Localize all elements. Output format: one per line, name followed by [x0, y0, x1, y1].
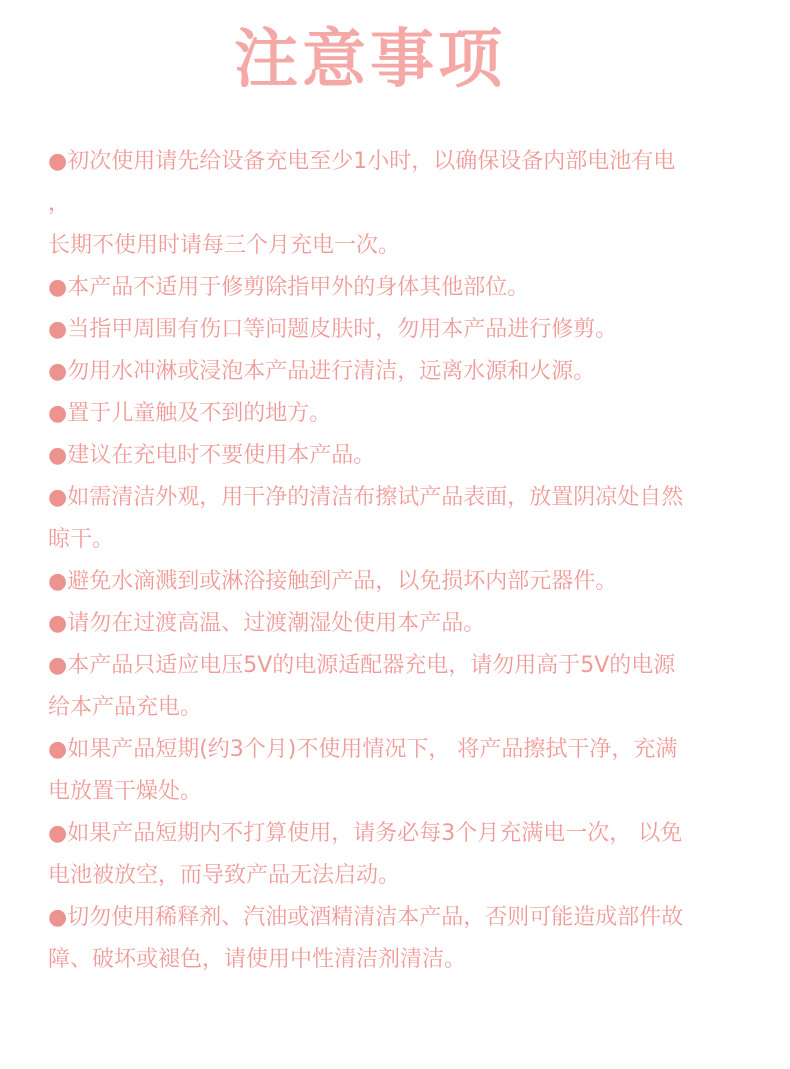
- note-item: [48, 561, 748, 603]
- page-title: 注意事项: [234, 23, 506, 97]
- note-line: [48, 141, 748, 183]
- note-line: [48, 309, 748, 351]
- bullet-dot-icon: ●: [48, 737, 68, 762]
- note-line: [48, 645, 748, 687]
- note-item: [48, 393, 748, 435]
- note-text: 勿用水冲淋或浸泡本产品进行清洁，远离水源和火源。: [67, 359, 596, 384]
- bullet-dot-icon: ●: [48, 149, 68, 174]
- note-text: 本产品不适用于修剪除指甲外的身体其他部位。: [67, 275, 530, 300]
- bullet-dot-icon: ●: [48, 905, 68, 930]
- note-line: [48, 477, 748, 519]
- note-item: [48, 645, 748, 729]
- note-line: [48, 729, 748, 771]
- bullet-dot-icon: ●: [48, 275, 68, 300]
- bullet-dot-icon: ●: [48, 569, 68, 594]
- note-text: 初次使用请先给设备充电至少1小时，以确保设备内部电池有电: [67, 149, 676, 174]
- note-item: [48, 897, 748, 981]
- note-text: 障、破坏或褪色，请使用中性清洁剂清洁。: [48, 947, 467, 972]
- note-line: [48, 183, 748, 225]
- note-line: [48, 351, 748, 393]
- note-text: 长期不使用时请每三个月充电一次。: [48, 233, 401, 258]
- note-text: 本产品只适应电压5V的电源适配器充电，请勿用高于5V的电源: [67, 653, 676, 678]
- note-text: 如果产品短期内不打算使用，请务必每3个月充满电一次， 以免: [67, 821, 683, 846]
- note-item: [48, 309, 748, 351]
- note-item: [48, 477, 748, 561]
- note-text: 避免水滴溅到或淋浴接触到产品，以免损坏内部元器件。: [67, 569, 618, 594]
- bullet-dot-icon: ●: [48, 359, 68, 384]
- note-text: 如果产品短期(约3个月)不使用情况下， 将产品擦拭干净，充满: [67, 737, 678, 762]
- note-item: [48, 351, 748, 393]
- bullet-dot-icon: ●: [48, 653, 68, 678]
- bullet-dot-icon: ●: [48, 317, 68, 342]
- note-item: [48, 729, 748, 813]
- note-item: [48, 603, 748, 645]
- note-item: [48, 267, 748, 309]
- note-line: [48, 435, 748, 477]
- note-text: 切勿使用稀释剂、汽油或酒精清洁本产品，否则可能造成部件故: [67, 905, 684, 930]
- note-line: [48, 603, 748, 645]
- bullet-dot-icon: ●: [48, 821, 68, 846]
- note-item: [48, 813, 748, 897]
- note-line: [48, 225, 748, 267]
- note-line: [48, 561, 748, 603]
- note-text: 置于儿童触及不到的地方。: [67, 401, 332, 426]
- bullet-dot-icon: ●: [48, 611, 68, 636]
- note-text: 晾干。: [48, 527, 115, 552]
- note-text: 请勿在过渡高温、过渡潮湿处使用本产品。: [67, 611, 486, 636]
- bullet-dot-icon: ●: [48, 485, 68, 510]
- note-line: [48, 393, 748, 435]
- bullet-dot-icon: ●: [48, 443, 68, 468]
- note-line: [48, 939, 748, 981]
- notes-list: [48, 141, 748, 981]
- bullet-dot-icon: ●: [48, 401, 68, 426]
- note-text: 给本产品充电。: [48, 695, 203, 720]
- note-text: 电放置干燥处。: [48, 779, 203, 804]
- note-line: [48, 687, 748, 729]
- note-text: 如需清洁外观，用干净的清洁布擦试产品表面，放置阴凉处自然: [67, 485, 684, 510]
- note-text: 建议在充电时不要使用本产品。: [67, 443, 376, 468]
- note-line: [48, 771, 748, 813]
- note-text: 当指甲周围有伤口等问题皮肤时，勿用本产品进行修剪。: [67, 317, 618, 342]
- note-line: [48, 267, 748, 309]
- note-text: 电池被放空，而导致产品无法启动。: [48, 863, 401, 888]
- note-line: [48, 897, 748, 939]
- note-text: ，: [48, 191, 71, 216]
- note-item: [48, 141, 748, 267]
- note-item: [48, 435, 748, 477]
- note-line: [48, 519, 748, 561]
- note-line: [48, 813, 748, 855]
- note-line: [48, 855, 748, 897]
